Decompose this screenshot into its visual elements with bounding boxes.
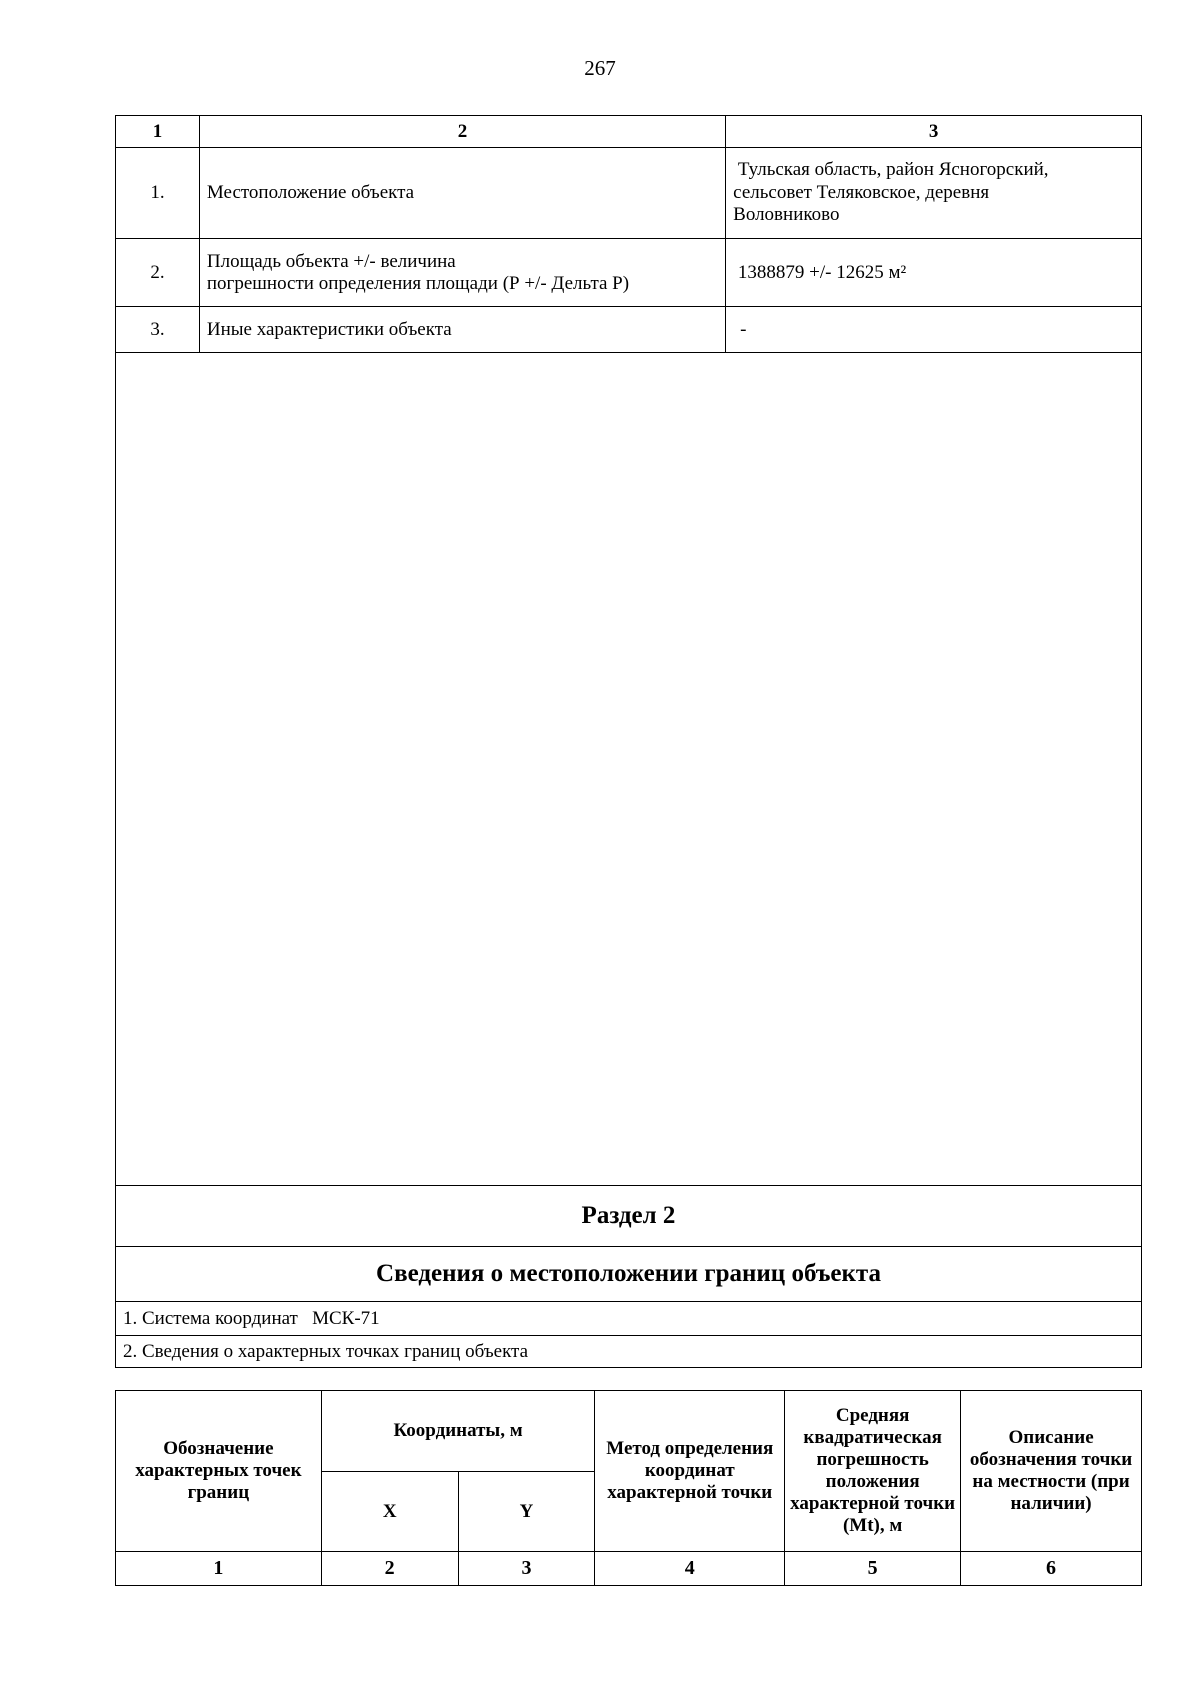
col-header-y: Y xyxy=(458,1472,595,1552)
column-numbers-row xyxy=(116,1552,1142,1586)
col-header-description: Описание обозначения точки на местности (при наличии) xyxy=(961,1391,1142,1552)
row-number: 1. xyxy=(116,148,200,239)
header-cell-3: 3 xyxy=(726,116,1142,148)
row-value: - xyxy=(726,307,1142,353)
col-header-coordinates: Координаты, м xyxy=(321,1391,595,1472)
col-header-method: Метод определения координат характерной точки xyxy=(595,1391,785,1552)
col-header-x: X xyxy=(321,1472,458,1552)
col-header-point-name: Обозначение характерных точек границ xyxy=(116,1391,322,1552)
row-number: 3. xyxy=(116,307,200,353)
header-cell-2: 2 xyxy=(199,116,725,148)
row-label xyxy=(199,239,725,307)
row-value xyxy=(726,148,1142,239)
points-header-row xyxy=(116,1391,1142,1472)
value-line: Тульская область, район Ясногорский, xyxy=(733,158,1049,180)
section-subtitle: Сведения о местоположении границ объекта xyxy=(116,1247,1142,1302)
section-title: Раздел 2 xyxy=(116,1186,1142,1247)
object-info-table xyxy=(115,115,1142,1368)
row-number: 2. xyxy=(116,239,200,307)
column-number: 3 xyxy=(458,1552,595,1586)
label-line: Площадь объекта +/- величина xyxy=(206,250,456,272)
value-line: сельсовет Теляковское, деревня xyxy=(733,181,990,203)
label-line: погрешности определения площади (Р +/- Дельта Р) xyxy=(206,272,630,294)
table-row xyxy=(116,239,1142,307)
value-line: Воловниково xyxy=(733,204,840,226)
table-row xyxy=(116,307,1142,353)
coord-system-text: 1. Система координат МСК-71 xyxy=(116,1302,1142,1336)
points-table xyxy=(115,1390,1142,1586)
col-header-error: Средняя квадратическая погрешность положения характерной точки (Mt), м xyxy=(785,1391,961,1552)
table-row xyxy=(116,148,1142,239)
points-heading-row xyxy=(116,1336,1142,1368)
row-label: Местоположение объекта xyxy=(199,148,725,239)
coord-system-row xyxy=(116,1302,1142,1336)
page-number: 267 xyxy=(584,56,616,80)
section-subtitle-row xyxy=(116,1247,1142,1302)
column-number: 4 xyxy=(595,1552,785,1586)
header-row xyxy=(116,116,1142,148)
blank-area-row xyxy=(116,353,1142,1186)
points-heading-text: 2. Сведения о характерных точках границ объекта xyxy=(116,1336,1142,1368)
column-number: 5 xyxy=(785,1552,961,1586)
row-label: Иные характеристики объекта xyxy=(199,307,725,353)
column-number: 2 xyxy=(321,1552,458,1586)
blank-area xyxy=(116,353,1142,1186)
column-number: 6 xyxy=(961,1552,1142,1586)
header-cell-1: 1 xyxy=(116,116,200,148)
row-value: 1388879 +/- 12625 м² xyxy=(726,239,1142,307)
section-title-row xyxy=(116,1186,1142,1247)
column-number: 1 xyxy=(116,1552,322,1586)
